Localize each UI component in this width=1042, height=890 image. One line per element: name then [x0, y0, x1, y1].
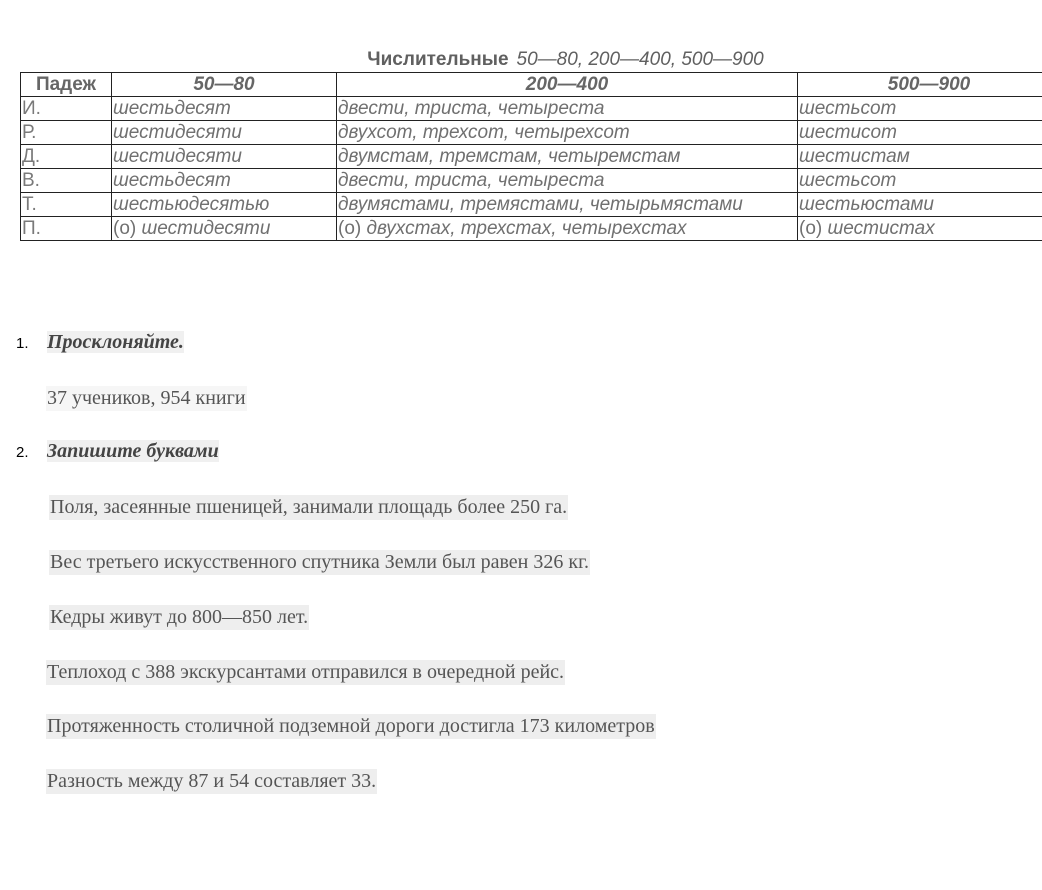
table-row [21, 217, 1042, 241]
cell-200-400: двести, триста, четыреста [337, 97, 798, 121]
numeral-word: двухстах, трехстах, четырехстах [366, 217, 687, 239]
cell-200-400 [337, 217, 798, 241]
case-cell: В. [21, 169, 112, 193]
cell-200-400: двести, триста, четыреста [337, 169, 798, 193]
task-1-line: 37 учеников, 954 книги [47, 387, 246, 409]
table-row [21, 145, 1042, 169]
preposition: (о) [113, 217, 142, 239]
sentence-line: Разность между 87 и 54 составляет 33. [47, 770, 377, 792]
numeral-word: шестистах [827, 217, 935, 239]
cell-50-80: шестьдесят [112, 169, 337, 193]
table-row [21, 193, 1042, 217]
cell-500-900: шестьсот [798, 169, 1042, 193]
case-cell: Д. [21, 145, 112, 169]
cell-500-900: шестьсот [798, 97, 1042, 121]
task-number: 2. [16, 444, 29, 461]
table-title-bold: Числительные [367, 49, 509, 70]
cell-200-400: двумстам, тремстам, четыремстам [337, 145, 798, 169]
cell-50-80: шестидесяти [112, 145, 337, 169]
task-title: Запишите буквами [47, 440, 219, 462]
case-cell: Т. [21, 193, 112, 217]
task-2-heading [16, 440, 219, 463]
table-row [21, 121, 1042, 145]
cell-200-400: двумястами, тремястами, четырьмястами [337, 193, 798, 217]
cell-500-900 [798, 217, 1042, 241]
cell-50-80: шестидесяти [112, 121, 337, 145]
cell-50-80 [112, 217, 337, 241]
numeral-word: шестидесяти [141, 217, 271, 239]
cell-50-80: шестьюдесятью [112, 193, 337, 217]
header-50-80: 50—80 [112, 73, 337, 97]
numerals-table [20, 72, 1042, 241]
table-header-row [21, 73, 1042, 97]
table-row [21, 169, 1042, 193]
case-cell: Р. [21, 121, 112, 145]
cell-500-900: шестистам [798, 145, 1042, 169]
preposition: (о) [338, 217, 367, 239]
sentence-line: Поля, засеянные пшеницей, занимали площадь более 250 га. [50, 496, 568, 518]
task-1-heading [16, 331, 184, 354]
sentence-line: Кедры живут до 800—850 лет. [50, 606, 309, 628]
table-title [0, 49, 1042, 71]
table-row [21, 97, 1042, 121]
cell-50-80: шестьдесят [112, 97, 337, 121]
header-200-400: 200—400 [337, 73, 798, 97]
sentence-line: Теплоход с 388 экскурсантами отправился в очередной рейс. [47, 661, 565, 683]
header-case: Падеж [21, 73, 112, 97]
task-title: Просклоняйте. [47, 331, 184, 353]
case-cell: П. [21, 217, 112, 241]
task-number: 1. [16, 335, 29, 352]
sentence-line: Вес третьего искусственного спутника Земли был равен 326 кг. [50, 551, 590, 573]
sentence-line: Протяженность столичной подземной дороги достигла 173 километров [47, 715, 655, 737]
preposition: (о) [799, 217, 828, 239]
cell-500-900: шестисот [798, 121, 1042, 145]
header-500-900: 500—900 [798, 73, 1042, 97]
case-cell: И. [21, 97, 112, 121]
cell-500-900: шестьюстами [798, 193, 1042, 217]
cell-200-400: двухсот, трехсот, четырехсот [337, 121, 798, 145]
table-title-ranges: 50—80, 200—400, 500—900 [516, 49, 764, 70]
